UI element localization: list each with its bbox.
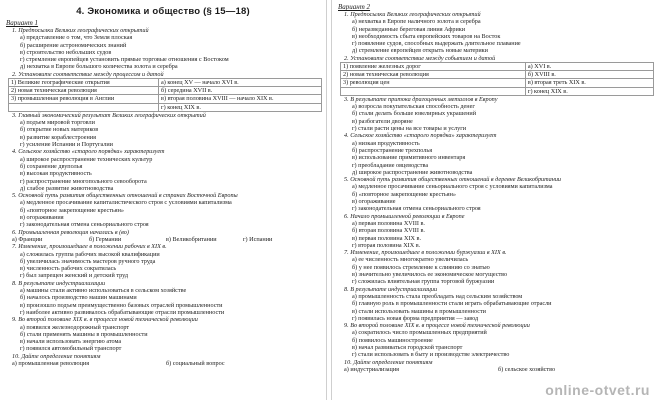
matching-right-cell: г) конец XIX в. bbox=[525, 87, 653, 95]
answer-option: а) возросла покупательская способность денег bbox=[352, 103, 475, 111]
answer-option: б) появилось машиностроение bbox=[352, 336, 433, 344]
matching-table bbox=[8, 78, 322, 112]
answer-option: д) нехватка в Европе большого количества золота и серебра bbox=[20, 63, 178, 71]
answer-option: в) произошло подъем преимущественно базовых отраслей промышленности bbox=[20, 301, 223, 309]
answer-option: в) начали использовать энергию атома bbox=[20, 338, 122, 346]
answer-option: в) строительство небольших судов bbox=[20, 48, 112, 56]
answer-option: а) сократилось число промышленных предприятий bbox=[352, 329, 487, 337]
answer-option: в) огораживания bbox=[20, 214, 64, 222]
answer-option: в) высокая продуктивность bbox=[20, 170, 92, 178]
answer-option: б) «повторное закрепощение крестьян» bbox=[352, 190, 456, 198]
answer-option: б) главную роль в промышленности стали играть обрабатывающие отрасли bbox=[352, 300, 552, 308]
answer-option: г) сложилась влиятельная группа торговой буржуазии bbox=[352, 278, 495, 286]
answer-option: а) появился железнодорожный транспорт bbox=[20, 323, 130, 331]
answer-option: а) Франции bbox=[12, 235, 43, 243]
matching-left-cell bbox=[9, 103, 159, 111]
answer-option: б) расширение астрономических знаний bbox=[20, 41, 127, 49]
matching-row bbox=[341, 87, 654, 95]
question-text: 8. В результате индустриализации bbox=[12, 279, 106, 287]
answer-option: в) начал развиваться городской транспорт bbox=[352, 343, 463, 351]
answer-option: а) промышленная революция bbox=[12, 359, 90, 367]
question-text: 2. Установите соответствие между процессом и датой bbox=[12, 70, 164, 78]
answer-option: в) развитие кораблестроения bbox=[20, 133, 96, 141]
answer-option: б) неразведанные береговая линия Африки bbox=[352, 25, 466, 33]
question-text: 1. Предпосылки Великих географических открытий bbox=[344, 11, 481, 18]
answer-option: г) был запрещен женский и детский труд bbox=[20, 272, 128, 280]
answer-option: а) сложилась группа рабочих высокой квалификации bbox=[20, 250, 160, 258]
matching-right-cell: а) XVI в. bbox=[525, 63, 653, 71]
answer-option: д) широкое распространение животноводства bbox=[352, 168, 473, 176]
matching-left-cell: 3) промышленная революция в Англии bbox=[9, 95, 159, 103]
matching-right-cell: б) XVIII в. bbox=[525, 71, 653, 79]
answer-option: г) распространение многопольного севооборота bbox=[20, 177, 147, 185]
question-text: 4. Сельское хозяйство «старого порядка» характеризует bbox=[344, 132, 497, 140]
matching-row bbox=[9, 103, 322, 111]
worksheet-page-variant-2 bbox=[331, 0, 657, 400]
answer-option: б) стали делать больше ювелирных украшений bbox=[352, 110, 477, 118]
answer-option: б) стали применять машины в промышленности bbox=[20, 330, 148, 338]
answer-option: б) Германии bbox=[89, 235, 122, 243]
matching-row bbox=[341, 71, 654, 79]
answer-option: в) разбогатели дворяне bbox=[352, 117, 413, 125]
question-text: 9. Во второй половине XIX в. в процессе новой технической революции bbox=[12, 316, 198, 324]
variant-title: Вариант 1 bbox=[6, 19, 39, 27]
question-text: 3. В результате притока драгоценных металлов в Европу bbox=[344, 95, 498, 103]
answer-option: г) появление судов, способных выдержать длительное плавание bbox=[352, 40, 521, 48]
question-text: 10. Дайте определение понятиям bbox=[344, 358, 433, 366]
answer-option: г) законодательная отмена сеньориального строя bbox=[20, 221, 149, 229]
matching-right-cell: а) конец XV — начало XVI в. bbox=[159, 79, 322, 87]
matching-left-cell: 3) революция цен bbox=[341, 79, 526, 87]
answer-option: б) началось производство машин машинами bbox=[20, 294, 137, 302]
answer-option: г) появился автомобильный транспорт bbox=[20, 345, 122, 353]
matching-row bbox=[9, 79, 322, 87]
answer-option: д) слабое развитие животноводства bbox=[20, 184, 114, 192]
answer-options-row bbox=[338, 366, 652, 373]
answer-option: б) сельское хозяйство bbox=[498, 365, 556, 373]
answer-option: а) ее численность многократно увеличилась bbox=[352, 256, 469, 264]
variant-title: Вариант 2 bbox=[338, 3, 371, 11]
matching-row bbox=[9, 95, 322, 103]
answer-option: г) усиление Испании и Португалии bbox=[20, 141, 113, 149]
matching-table bbox=[340, 62, 654, 96]
question-text: 5. Основной путь развития общественных отношений в деревне Великобритании bbox=[344, 176, 562, 184]
matching-left-cell bbox=[341, 87, 526, 95]
answer-option: б) открытие новых материков bbox=[20, 126, 99, 134]
answer-option: б) сохранение двуполья bbox=[20, 162, 83, 170]
matching-right-cell: г) конец XIX в. bbox=[159, 103, 322, 111]
question-text: 7. Изменение, произошедшее в положении буржуазии в XIX в. bbox=[344, 249, 507, 257]
matching-right-cell: б) середина XVII в. bbox=[159, 87, 322, 95]
question-text: 6. Начало промышленной революции в Европе bbox=[344, 212, 465, 220]
question-text: 10. Дайте определение понятиям bbox=[12, 352, 101, 360]
matching-row bbox=[341, 79, 654, 87]
answer-option: а) медленное просачивание капиталистического строя с условиями капитализма bbox=[20, 199, 232, 207]
answer-option: в) Великобритании bbox=[166, 235, 217, 243]
question-text: 2. Установите соответствие между событием и датой bbox=[344, 54, 496, 62]
matching-right-cell: в) вторая половина XVIII — начало XIX в. bbox=[159, 95, 322, 103]
matching-row bbox=[9, 87, 322, 95]
answer-option: б) у нее появилось стремление к слиянию со знатью bbox=[352, 263, 490, 271]
answer-option: в) стали использовать машины в промышленности bbox=[352, 307, 486, 315]
question-text: 5. Основной путь развития общественных отношений в странах Восточной Европы bbox=[12, 192, 238, 200]
answer-options-row bbox=[6, 236, 320, 243]
answer-option: в) огораживание bbox=[352, 198, 396, 206]
answer-option: б) «повторное закрепощение крестьян» bbox=[20, 206, 124, 214]
question-text: 3. Главный экономический результат Великих географических открытий bbox=[12, 111, 206, 119]
question-text: 8. В результате индустриализации bbox=[344, 285, 438, 293]
answer-option: а) промышленность стала преобладать над сельским хозяйством bbox=[352, 292, 523, 300]
answer-option: г) стремление европейцев установить прямые торговые отношения с Востоком bbox=[20, 56, 229, 64]
question-text: 7. Изменение, произошедшее в положении рабочих в XIX в. bbox=[12, 243, 167, 251]
answer-option: а) первая половина XVIII в. bbox=[352, 219, 425, 227]
answer-option: г) стали расти цены на все товары и услуги bbox=[352, 125, 467, 133]
answer-options-row bbox=[6, 360, 320, 367]
answer-option: а) представление о том, что Земля плоская bbox=[20, 34, 133, 42]
answer-option: в) значительно увеличилось ее экономическое могущество bbox=[352, 271, 508, 279]
question-text: 9. Во второй половине XIX в. в процессе новой технической революции bbox=[344, 322, 530, 330]
answer-option: а) медленное просачивание сеньориального строя с условиями капитализма bbox=[352, 183, 553, 191]
answer-option: г) появилась новая форма предприятия — завод bbox=[352, 314, 479, 322]
answer-option: г) стали использовать в быту и производстве электричество bbox=[352, 351, 510, 359]
answer-option: а) машины стали активно использоваться в сельском хозяйстве bbox=[20, 287, 187, 295]
answer-option: а) нехватка в Европе наличного золота и серебра bbox=[352, 18, 481, 26]
answer-option: в) численность рабочих сократилась bbox=[20, 265, 117, 273]
question-text: 1. Предпосылки Великих географических открытий bbox=[12, 27, 149, 34]
matching-left-cell: 1) Великие географические открытия bbox=[9, 79, 159, 87]
question-list bbox=[6, 27, 320, 367]
answer-option: б) социальный вопрос bbox=[166, 359, 225, 367]
matching-left-cell: 2) новая техническая революция bbox=[9, 87, 159, 95]
answer-option: а) низкая продуктивность bbox=[352, 139, 420, 147]
question-text: 6. Промышленная революция началась в (во) bbox=[12, 228, 129, 236]
matching-right-cell: в) вторая треть XIX в. bbox=[525, 79, 653, 87]
answer-option: г) законодательная отмена сеньориального строя bbox=[352, 205, 481, 213]
answer-option: б) распространение трехполья bbox=[352, 146, 433, 154]
worksheet-page-variant-1 bbox=[0, 0, 327, 400]
answer-option: а) широкое распространение технических культур bbox=[20, 155, 153, 163]
answer-option: г) Испании bbox=[243, 235, 273, 243]
answer-option: г) наиболее активно развивалось обрабатывающие отрасли промышленности bbox=[20, 308, 225, 316]
answer-option: д) стремление европейцев открыть новые материки bbox=[352, 47, 488, 55]
question-text: 4. Сельское хозяйство «старого порядка» характеризует bbox=[12, 148, 165, 156]
page-heading: 4. Экономика и общество (§ 15—18) bbox=[76, 6, 250, 17]
question-list bbox=[338, 11, 652, 373]
answer-option: в) необходимость сбыта европейских товаров на Восток bbox=[352, 32, 501, 40]
answer-option: в) использование примитивного инвентаря bbox=[352, 154, 466, 162]
watermark: online-otvet.ru bbox=[545, 382, 650, 398]
answer-option: б) вторая половина XVIII в. bbox=[352, 227, 425, 235]
answer-option: а) подъем мировой торговли bbox=[20, 119, 95, 127]
matching-row bbox=[341, 63, 654, 71]
matching-left-cell: 2) новая техническая революция bbox=[341, 71, 526, 79]
matching-left-cell: 1) появление железных дорог bbox=[341, 63, 526, 71]
answer-option: а) индустриализация bbox=[344, 365, 400, 373]
answer-option: б) увеличилась значимость мастеров ручного труда bbox=[20, 257, 156, 265]
answer-option: г) преобладание овцеводства bbox=[352, 161, 429, 169]
answer-option: г) вторая половина XIX в. bbox=[352, 241, 421, 249]
answer-option: в) первая половина XIX в. bbox=[352, 234, 422, 242]
